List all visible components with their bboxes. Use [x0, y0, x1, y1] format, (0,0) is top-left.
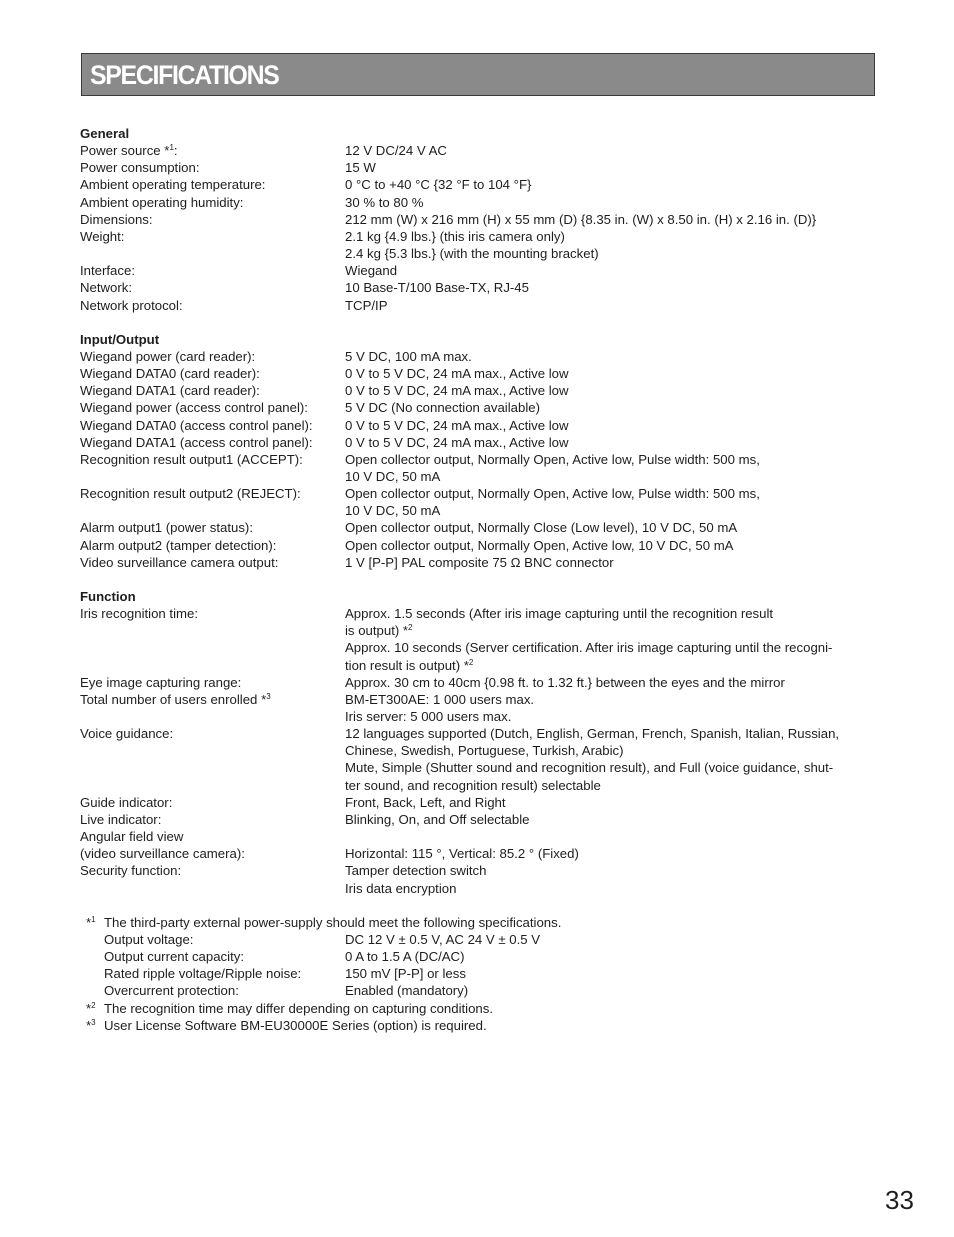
- spec-label: [80, 228, 345, 262]
- spec-value-line: Open collector output, Normally Open, Active low, 10 V DC, 50 mA: [345, 537, 734, 553]
- spec-value: [345, 365, 880, 382]
- footnote-mark-2: *$^2$: [86, 1000, 96, 1016]
- spec-value-line: 15 W: [345, 160, 376, 176]
- spec-label: [80, 297, 345, 314]
- spec-value-line: Tamper detection switch: [345, 863, 487, 879]
- spec-value: [345, 725, 880, 794]
- spec-row: [80, 142, 880, 159]
- spec-label-text: Alarm output2 (tamper detection):: [80, 537, 277, 553]
- spec-label-text: Interface:: [80, 263, 135, 279]
- spec-row: [80, 845, 880, 862]
- spec-row: [80, 348, 880, 365]
- spec-value: [345, 691, 880, 725]
- spec-label-text: Ambient operating temperature:: [80, 177, 266, 193]
- spec-label-text: Voice guidance:: [80, 726, 174, 742]
- spec-row: [80, 811, 880, 828]
- footnote-3: [80, 1017, 880, 1034]
- spec-label-text: Wiegand power (card reader):: [80, 348, 256, 364]
- spec-row: [80, 519, 880, 536]
- spec-row: [80, 691, 880, 725]
- spec-value-line: Front, Back, Left, and Right: [345, 794, 506, 810]
- spec-value: [345, 794, 880, 811]
- spec-label-text: Wiegand power (access control panel):: [80, 400, 308, 416]
- page-number: 33: [885, 1185, 914, 1215]
- footnote-mark-3: *$^3$: [86, 1017, 96, 1033]
- footnote-reference: 1: [169, 143, 174, 153]
- spec-value: [345, 417, 880, 434]
- spec-value-line: Mute, Simple (Shutter sound and recognition result), and Full (voice guidance, shut-: [345, 760, 834, 776]
- indent: [80, 948, 104, 965]
- power-supply-spec-label: Overcurrent protection:: [104, 983, 239, 999]
- spec-value-line: TCP/IP: [345, 297, 388, 313]
- power-supply-spec-row: [80, 931, 880, 948]
- spec-value: [345, 176, 880, 193]
- spec-value-line: Open collector output, Normally Open, Active low, Pulse width: 500 ms,: [345, 486, 760, 502]
- spec-row: [80, 176, 880, 193]
- spec-value-line: 2.1 kg {4.9 lbs.} (this iris camera only): [345, 228, 565, 244]
- spec-label: [80, 674, 345, 691]
- spec-label-text: Wiegand DATA0 (access control panel):: [80, 417, 313, 433]
- spec-value-line: Iris server: 5 000 users max.: [345, 709, 512, 725]
- spec-label: [80, 194, 345, 211]
- spec-row: [80, 279, 880, 296]
- spec-row: [80, 674, 880, 691]
- footnote-2: [80, 1000, 880, 1017]
- spec-label: [80, 279, 345, 296]
- spec-label: [80, 485, 345, 519]
- spec-value: [345, 485, 880, 519]
- spec-value-line: 0 °C to +40 °C {32 °F to 104 °F}: [345, 177, 532, 193]
- spec-label: [80, 794, 345, 811]
- spec-label-suffix: :: [173, 143, 178, 159]
- spec-value-line: 10 V DC, 50 mA: [345, 503, 441, 519]
- spec-value: [345, 451, 880, 485]
- spec-label-text: Network:: [80, 280, 133, 296]
- spec-value: [345, 142, 880, 159]
- spec-row: [80, 451, 880, 485]
- spec-value-line: Horizontal: 115 °, Vertical: 85.2 ° (Fixed): [345, 846, 579, 862]
- spec-value-line: 212 mm (W) x 216 mm (H) x 55 mm (D) {8.35 in. (W) x 8.50 in. (H) x 2.16 in. (D)}: [345, 211, 817, 227]
- spec-value-line: 0 V to 5 V DC, 24 mA max., Active low: [345, 383, 569, 399]
- spec-label-text: Guide indicator:: [80, 794, 173, 810]
- spec-row: [80, 828, 880, 845]
- section-heading-input-output: Input/Output: [80, 331, 160, 347]
- spec-label-text: Total number of users enrolled: [80, 691, 262, 707]
- spec-value-line: ter sound, and recognition result) selectable: [345, 777, 601, 793]
- spec-value-line: 5 V DC, 100 mA max.: [345, 348, 472, 364]
- spec-label: [80, 725, 345, 794]
- section-title-bar: [81, 53, 875, 96]
- spec-value: [345, 279, 880, 296]
- indent: [80, 982, 104, 999]
- spec-value: [345, 862, 880, 896]
- power-supply-spec-label: Output voltage:: [104, 931, 194, 947]
- footnote-reference: 2: [468, 657, 474, 667]
- spec-value-line: [345, 622, 880, 639]
- spec-label-text: Iris recognition time:: [80, 606, 198, 622]
- spec-label-text: Recognition result output1 (ACCEPT):: [80, 451, 303, 467]
- spec-value-line: 0 V to 5 V DC, 24 mA max., Active low: [345, 417, 569, 433]
- spec-value-line: 12 V DC/24 V AC: [345, 143, 447, 159]
- spec-label: [80, 159, 345, 176]
- footnote-1-text: The third-party external power-supply should meet the following specifications.: [104, 914, 562, 930]
- power-supply-spec-value: 150 mV [P-P] or less: [345, 966, 466, 982]
- spec-value: [345, 194, 880, 211]
- spec-label-text: Ambient operating humidity:: [80, 194, 244, 210]
- spec-value: [345, 434, 880, 451]
- power-supply-spec-row: [80, 948, 880, 965]
- input-output-spec-list: [80, 348, 880, 571]
- spec-label-text: Wiegand DATA1 (access control panel):: [80, 434, 313, 450]
- spec-label-text: Recognition result output2 (REJECT):: [80, 486, 301, 502]
- indent: [80, 965, 104, 982]
- spec-row: [80, 262, 880, 279]
- spec-row: [80, 485, 880, 519]
- spec-row: [80, 434, 880, 451]
- section-heading-general: General: [80, 126, 130, 141]
- spec-value: [345, 605, 880, 674]
- spec-value-line: 5 V DC (No connection available): [345, 400, 540, 416]
- spec-label-text: Alarm output1 (power status):: [80, 520, 253, 536]
- spec-label: [80, 828, 345, 845]
- spec-value-text: is output) *: [345, 623, 409, 639]
- spec-row: [80, 794, 880, 811]
- spec-value: [345, 297, 880, 314]
- spec-value: [345, 674, 880, 691]
- function-spec-list: [80, 605, 880, 896]
- spec-label: [80, 142, 345, 159]
- spec-value: [345, 828, 880, 845]
- spec-label-text: Wiegand DATA1 (card reader):: [80, 383, 260, 399]
- spacer: [80, 897, 880, 914]
- spec-value-line: 10 Base-T/100 Base-TX, RJ-45: [345, 280, 529, 296]
- spec-row: [80, 537, 880, 554]
- spec-label: [80, 519, 345, 536]
- page-title: SPECIFICATIONS: [90, 60, 279, 90]
- spec-value: [345, 211, 880, 228]
- power-supply-spec-value: 0 A to 1.5 A (DC/AC): [345, 949, 465, 965]
- spec-value: [345, 537, 880, 554]
- spec-value: [345, 262, 880, 279]
- footnotes: [80, 914, 880, 1034]
- power-supply-spec-value: Enabled (mandatory): [345, 983, 469, 999]
- spacer: [80, 571, 880, 588]
- spec-value-line: Open collector output, Normally Close (Low level), 10 V DC, 50 mA: [345, 520, 738, 536]
- footnote-1: [80, 914, 880, 931]
- spec-value-line: BM-ET300AE: 1 000 users max.: [345, 691, 535, 707]
- spec-row: [80, 725, 880, 794]
- spec-value-line: Iris data encryption: [345, 880, 457, 896]
- spec-value-text: tion result is output) *: [345, 657, 469, 673]
- spec-label: [80, 537, 345, 554]
- footnote-mark-1: *$^1$: [86, 914, 96, 930]
- spec-label-text: Wiegand DATA0 (card reader):: [80, 366, 260, 382]
- footnote-reference: 3: [266, 691, 271, 701]
- spec-label-text: Security function:: [80, 863, 182, 879]
- spec-label: [80, 262, 345, 279]
- spec-value: [345, 159, 880, 176]
- general-spec-list: [80, 142, 880, 314]
- power-supply-spec-row: [80, 982, 880, 999]
- spec-label: [80, 365, 345, 382]
- spec-row: [80, 399, 880, 416]
- spec-label: [80, 211, 345, 228]
- spec-row: [80, 211, 880, 228]
- footnote-1-spec-list: [80, 931, 880, 1000]
- spec-label: [80, 434, 345, 451]
- spec-value-line: Blinking, On, and Off selectable: [345, 811, 530, 827]
- spec-label: [80, 605, 345, 674]
- spec-row: [80, 554, 880, 571]
- spec-value: [345, 845, 880, 862]
- spec-value: [345, 382, 880, 399]
- spec-row: [80, 382, 880, 399]
- spec-row: [80, 159, 880, 176]
- spec-value-line: 0 V to 5 V DC, 24 mA max., Active low: [345, 434, 569, 450]
- spec-value: [345, 348, 880, 365]
- spec-value-line: Open collector output, Normally Open, Active low, Pulse width: 500 ms,: [345, 451, 760, 467]
- spec-label-text: Dimensions:: [80, 211, 153, 227]
- spec-row: [80, 297, 880, 314]
- spec-row: [80, 417, 880, 434]
- spec-value-line: Approx. 1.5 seconds (After iris image capturing until the recognition result: [345, 606, 774, 622]
- specifications-content: [80, 125, 880, 1034]
- spec-label-text: Live indicator:: [80, 811, 162, 827]
- spec-row: [80, 862, 880, 896]
- spec-value-line: Chinese, Swedish, Portuguese, Turkish, Arabic): [345, 743, 624, 759]
- spec-value-line: Approx. 10 seconds (Server certification. After iris image capturing until the recogni-: [345, 640, 833, 656]
- footnote-3-text: User License Software BM-EU30000E Series (option) is required.: [104, 1017, 487, 1033]
- footnote-star: *: [261, 691, 267, 707]
- spec-value-line: [345, 828, 880, 845]
- spec-label-text: Power source: [80, 143, 165, 159]
- spec-value-line: 2.4 kg {5.3 lbs.} (with the mounting bracket): [345, 246, 599, 262]
- spec-label-text: Power consumption:: [80, 160, 200, 176]
- footnote-star: *: [164, 143, 170, 159]
- spec-value: [345, 554, 880, 571]
- spec-label: [80, 382, 345, 399]
- spec-value-line: 10 V DC, 50 mA: [345, 469, 441, 485]
- spec-row: [80, 605, 880, 674]
- spec-value: [345, 811, 880, 828]
- footnote-reference: 2: [408, 623, 413, 633]
- power-supply-spec-label: Rated ripple voltage/Ripple noise:: [104, 966, 302, 982]
- indent: [80, 931, 104, 948]
- spec-value-line: Approx. 30 cm to 40cm {0.98 ft. to 1.32 ft.} between the eyes and the mirror: [345, 674, 785, 690]
- spec-row: [80, 194, 880, 211]
- spec-row: [80, 365, 880, 382]
- section-heading-function: Function: [80, 589, 136, 605]
- spec-label-text: (video surveillance camera):: [80, 846, 245, 862]
- spec-label: [80, 811, 345, 828]
- power-supply-spec-label: Output current capacity:: [104, 949, 245, 965]
- spec-value: [345, 399, 880, 416]
- spec-label: [80, 691, 345, 725]
- spec-value-line: Wiegand: [345, 263, 398, 279]
- spec-label-text: Angular field view: [80, 829, 184, 845]
- spec-value: [345, 228, 880, 262]
- spec-value-line: 0 V to 5 V DC, 24 mA max., Active low: [345, 366, 569, 382]
- spec-label: [80, 417, 345, 434]
- spec-label-text: Video surveillance camera output:: [80, 554, 279, 570]
- spec-row: [80, 228, 880, 262]
- power-supply-spec-value: DC 12 V ± 0.5 V, AC 24 V ± 0.5 V: [345, 931, 541, 947]
- spec-label: [80, 399, 345, 416]
- spec-label-text: Network protocol:: [80, 297, 183, 313]
- spec-value-line: 30 % to 80 %: [345, 194, 424, 210]
- spec-label: [80, 554, 345, 571]
- spec-label: [80, 862, 345, 896]
- spec-label-text: Weight:: [80, 228, 125, 244]
- spec-label: [80, 451, 345, 485]
- spec-label: [80, 845, 345, 862]
- spec-value: [345, 519, 880, 536]
- spec-value-line: 12 languages supported (Dutch, English, German, French, Spanish, Italian, Russian,: [345, 726, 840, 742]
- spec-value-line: 1 V [P-P] PAL composite 75 Ω BNC connector: [345, 554, 614, 570]
- spec-label: [80, 348, 345, 365]
- spacer: [80, 314, 880, 331]
- footnote-2-text: The recognition time may differ depending on capturing conditions.: [104, 1000, 494, 1016]
- spec-label-text: Eye image capturing range:: [80, 674, 242, 690]
- spec-label: [80, 176, 345, 193]
- spec-value-line: [345, 657, 880, 674]
- power-supply-spec-row: [80, 965, 880, 982]
